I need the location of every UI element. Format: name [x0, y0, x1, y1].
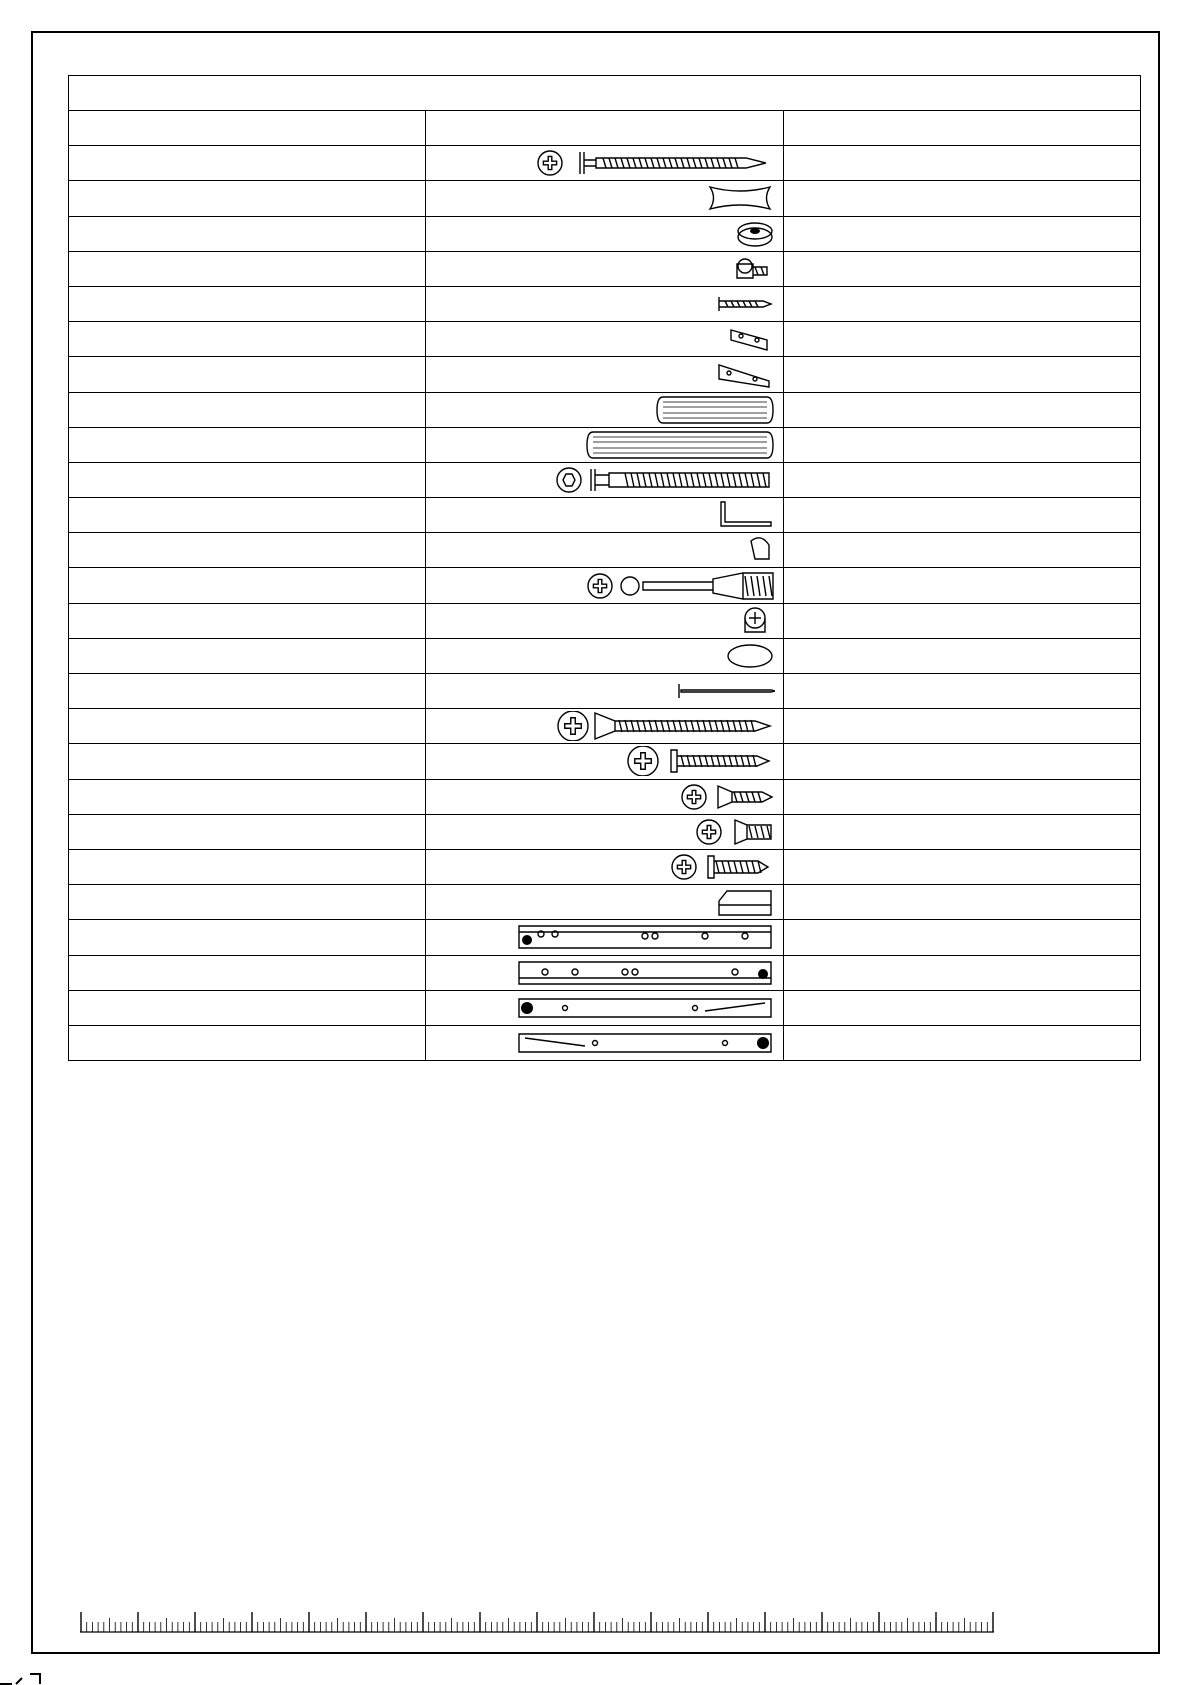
table-row — [69, 920, 1141, 955]
phillips-screw-long-icon — [535, 148, 775, 178]
table-row — [69, 955, 1141, 990]
table-row — [69, 779, 1141, 814]
wooden-dowel-long-icon — [585, 430, 775, 460]
part-description-cell — [426, 498, 783, 533]
part-number — [69, 392, 426, 427]
angle-bracket-small-icon — [725, 324, 775, 354]
part-number — [69, 990, 426, 1025]
part-description-cell — [426, 638, 783, 673]
knob-cap-icon — [745, 535, 775, 565]
part-quantity — [783, 955, 1140, 990]
part-quantity — [783, 990, 1140, 1025]
parts-list-table — [68, 75, 1141, 1061]
hex-screw-icon — [555, 465, 775, 495]
part-number — [69, 744, 426, 779]
part-quantity — [783, 814, 1140, 849]
part-quantity — [783, 357, 1140, 392]
part-number — [69, 955, 426, 990]
header-qty — [783, 111, 1140, 146]
part-description-cell — [426, 709, 783, 744]
part-quantity — [783, 392, 1140, 427]
part-quantity — [783, 181, 1140, 216]
cabinet-rail-left-icon — [515, 993, 775, 1023]
part-description-cell — [426, 814, 783, 849]
cam-lock-icon — [735, 606, 775, 636]
part-quantity — [783, 462, 1140, 497]
countersunk-screw-short-icon — [680, 782, 775, 812]
corner-mark-icon — [0, 1670, 60, 1685]
part-number — [69, 849, 426, 884]
part-description-cell — [426, 216, 783, 251]
nail-icon — [675, 676, 775, 706]
part-quantity — [783, 709, 1140, 744]
part-number — [69, 322, 426, 357]
angle-bracket-large-icon — [715, 359, 775, 389]
table-row — [69, 885, 1141, 920]
part-quantity — [783, 568, 1140, 603]
countersunk-screw-stub-icon — [695, 817, 775, 847]
part-description-cell — [426, 990, 783, 1025]
table-title — [69, 76, 1141, 111]
pan-screw-short-icon — [670, 852, 775, 882]
washer-foot-icon — [735, 219, 775, 249]
part-number — [69, 638, 426, 673]
table-title-row — [69, 76, 1141, 111]
table-row — [69, 392, 1141, 427]
table-row — [69, 849, 1141, 884]
part-number — [69, 568, 426, 603]
table-row — [69, 638, 1141, 673]
table-row — [69, 744, 1141, 779]
part-number — [69, 674, 426, 709]
part-description-cell — [426, 286, 783, 321]
table-row — [69, 286, 1141, 321]
part-description-cell — [426, 181, 783, 216]
part-quantity — [783, 286, 1140, 321]
part-quantity — [783, 251, 1140, 286]
part-description-cell — [426, 603, 783, 638]
part-description-cell — [426, 779, 783, 814]
drawer-runner-left-icon — [515, 922, 775, 952]
table-row — [69, 568, 1141, 603]
table-header-row — [69, 111, 1141, 146]
part-quantity — [783, 674, 1140, 709]
part-number — [69, 181, 426, 216]
part-quantity — [783, 216, 1140, 251]
part-number — [69, 498, 426, 533]
part-quantity — [783, 1025, 1140, 1060]
part-quantity — [783, 146, 1140, 181]
part-number — [69, 1025, 426, 1060]
table-row — [69, 427, 1141, 462]
part-number — [69, 920, 426, 955]
part-quantity — [783, 920, 1140, 955]
table-row — [69, 462, 1141, 497]
part-description-cell — [426, 146, 783, 181]
part-description-cell — [426, 392, 783, 427]
part-description-cell — [426, 533, 783, 568]
part-description-cell — [426, 744, 783, 779]
part-description-cell — [426, 568, 783, 603]
part-number — [69, 533, 426, 568]
part-description-cell — [426, 1025, 783, 1060]
part-quantity — [783, 885, 1140, 920]
part-quantity — [783, 498, 1140, 533]
part-quantity — [783, 322, 1140, 357]
cover-cap-icon — [725, 641, 775, 671]
allen-key-icon — [715, 500, 775, 530]
part-quantity — [783, 849, 1140, 884]
countersunk-screw-long-icon — [555, 711, 775, 741]
part-number — [69, 216, 426, 251]
table-row — [69, 674, 1141, 709]
part-quantity — [783, 603, 1140, 638]
header-no — [69, 111, 426, 146]
table-row — [69, 216, 1141, 251]
table-row — [69, 357, 1141, 392]
table-row — [69, 990, 1141, 1025]
part-number — [69, 286, 426, 321]
part-number — [69, 779, 426, 814]
wooden-dowel-short-icon — [655, 395, 775, 425]
part-number — [69, 709, 426, 744]
part-number — [69, 814, 426, 849]
part-number — [69, 885, 426, 920]
sachet-icon — [705, 183, 775, 213]
part-description-cell — [426, 674, 783, 709]
part-description-cell — [426, 955, 783, 990]
part-description-cell — [426, 462, 783, 497]
table-row — [69, 709, 1141, 744]
drawer-runner-right-icon — [515, 958, 775, 988]
part-description-cell — [426, 920, 783, 955]
measuring-ruler-icon — [80, 1612, 994, 1634]
header-description — [426, 111, 783, 146]
part-number — [69, 603, 426, 638]
part-number — [69, 427, 426, 462]
part-quantity — [783, 744, 1140, 779]
part-description-cell — [426, 322, 783, 357]
table-row — [69, 146, 1141, 181]
part-description-cell — [426, 885, 783, 920]
part-quantity — [783, 427, 1140, 462]
part-description-cell — [426, 357, 783, 392]
table-row — [69, 603, 1141, 638]
part-number — [69, 357, 426, 392]
connector-bolt-icon — [585, 571, 775, 601]
table-row — [69, 533, 1141, 568]
pan-screw-medium-icon — [625, 746, 775, 776]
cabinet-rail-right-icon — [515, 1028, 775, 1058]
part-quantity — [783, 638, 1140, 673]
shelf-clip-icon — [715, 887, 775, 917]
table-row — [69, 498, 1141, 533]
table-row — [69, 814, 1141, 849]
part-number — [69, 146, 426, 181]
table-row — [69, 322, 1141, 357]
part-quantity — [783, 779, 1140, 814]
table-row — [69, 181, 1141, 216]
part-number — [69, 462, 426, 497]
part-description-cell — [426, 849, 783, 884]
part-number — [69, 251, 426, 286]
table-row — [69, 251, 1141, 286]
part-description-cell — [426, 251, 783, 286]
part-description-cell — [426, 427, 783, 462]
wall-plug-icon — [715, 289, 775, 319]
table-row — [69, 1025, 1141, 1060]
cam-dowel-icon — [733, 254, 775, 284]
part-quantity — [783, 533, 1140, 568]
